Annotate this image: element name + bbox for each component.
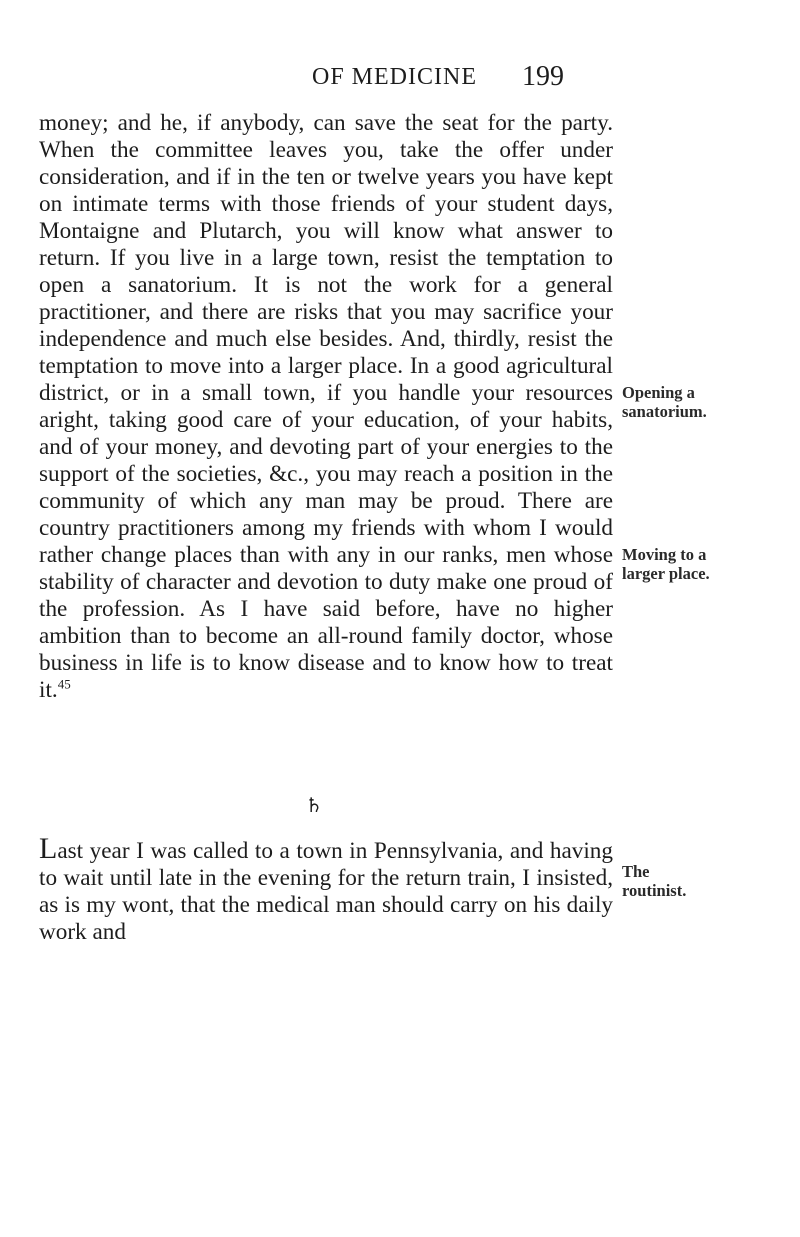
margin-note-line: sanatorium. xyxy=(622,402,707,421)
margin-note-line: The xyxy=(622,862,650,881)
paragraph-text: ast year I was called to a town in Pennsylvania, and having to wait until late in the evening for the return train, I insisted, as is my wont, that the medical man should carry on his daily work and xyxy=(39,838,613,945)
margin-note-line: Opening a xyxy=(622,383,695,402)
paragraph-text: money; and he, if anybody, can save the seat for the party. When the committee leaves you, take the offer under consideration, and if in the ten or twelve years you have kept on intimate terms with those friends of your student days, Montaigne and Plutarch, you will know what answer to return. If you live in a large town, resist the temptation to open a sanatorium. It is not the work for a general practitioner, and there are risks that you may sacrifice your independence and much else besides. And, thirdly, resist the temptation to move into a larger place. In a good agricultural district, or in a small town, if you handle your resources aright, taking good care of your education, of your habits, and of your money, and devoting part of your energies to the support of the societies, &c., you may reach a position in the community of which any man may be proud. There are country practitioners among my friends with whom I would rather change places than with any in our ranks, men whose stability of character and devotion to duty make one proud of the profession. As I have said before, have no higher ambition than to become an all-round family doctor, whose business in life is to know disease and to know how to treat it. xyxy=(39,110,613,703)
margin-note xyxy=(622,383,792,421)
initial-letter: L xyxy=(39,832,58,865)
footnote-reference: 45 xyxy=(57,676,71,692)
running-header xyxy=(0,62,800,102)
margin-note-line: routinist. xyxy=(622,881,687,900)
margin-note xyxy=(622,862,792,900)
body-paragraph xyxy=(39,832,613,946)
page-number: 199 xyxy=(522,61,564,92)
margin-note-line: Moving to a xyxy=(622,545,707,564)
margin-note-line: larger place. xyxy=(622,564,710,583)
body-paragraph xyxy=(39,110,613,704)
margin-note xyxy=(622,545,792,583)
running-title: OF MEDICINE xyxy=(312,64,477,90)
section-ornament: ♄ xyxy=(305,795,323,817)
